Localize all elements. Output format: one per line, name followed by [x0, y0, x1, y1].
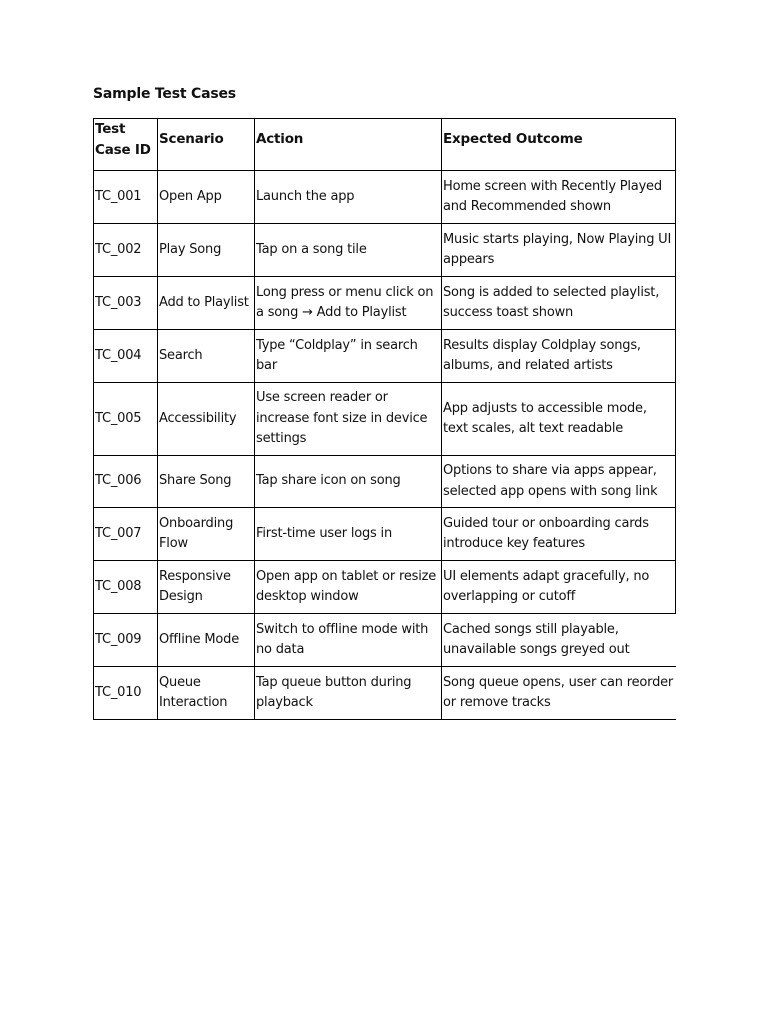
- cell-action: Tap on a song tile: [255, 224, 442, 277]
- cell-expected-outcome: Guided tour or onboarding cards introduce key features: [442, 508, 676, 561]
- cell-action: Use screen reader or increase font size in device settings: [255, 383, 442, 456]
- cell-action: Tap share icon on song: [255, 456, 442, 508]
- cell-action: Switch to offline mode with no data: [255, 614, 442, 667]
- cell-action: Type “Coldplay” in search bar: [255, 330, 442, 383]
- table-row: [94, 667, 676, 720]
- cell-scenario: Onboarding Flow: [158, 508, 255, 561]
- table-row: [94, 171, 676, 224]
- cell-scenario: Play Song: [158, 224, 255, 277]
- table-row: [94, 330, 676, 383]
- cell-expected-outcome: UI elements adapt gracefully, no overlapping or cutoff: [442, 561, 676, 614]
- cell-test-case-id: TC_006: [94, 456, 158, 508]
- table-row: [94, 561, 676, 614]
- cell-scenario: Share Song: [158, 456, 255, 508]
- cell-test-case-id: TC_009: [94, 614, 158, 667]
- cell-scenario: Open App: [158, 171, 255, 224]
- document-title: Sample Test Cases: [93, 86, 236, 102]
- table-row: [94, 224, 676, 277]
- cell-scenario: Offline Mode: [158, 614, 255, 667]
- cell-expected-outcome: Song queue opens, user can reorder or remove tracks: [442, 667, 676, 720]
- cell-action: First-time user logs in: [255, 508, 442, 561]
- cell-expected-outcome: Music starts playing, Now Playing UI appears: [442, 224, 676, 277]
- table-row: [94, 383, 676, 456]
- cell-scenario: Add to Playlist: [158, 277, 255, 330]
- header-expected-outcome: Expected Outcome: [442, 119, 676, 171]
- cell-test-case-id: TC_003: [94, 277, 158, 330]
- table-row: [94, 456, 676, 508]
- cell-expected-outcome: Song is added to selected playlist, success toast shown: [442, 277, 676, 330]
- cell-scenario: Accessibility: [158, 383, 255, 456]
- cell-scenario: Responsive Design: [158, 561, 255, 614]
- header-action: Action: [255, 119, 442, 171]
- cell-action: Tap queue button during playback: [255, 667, 442, 720]
- cell-test-case-id: TC_001: [94, 171, 158, 224]
- table-header-row: [94, 119, 676, 171]
- cell-expected-outcome: Results display Coldplay songs, albums, and related artists: [442, 330, 676, 383]
- cell-test-case-id: TC_008: [94, 561, 158, 614]
- cell-test-case-id: TC_005: [94, 383, 158, 456]
- cell-test-case-id: TC_007: [94, 508, 158, 561]
- cell-scenario: Queue Interaction: [158, 667, 255, 720]
- header-test-case-id: Test Case ID: [94, 119, 158, 171]
- cell-action: Long press or menu click on a song → Add to Playlist: [255, 277, 442, 330]
- table-row: [94, 614, 676, 667]
- table-row: [94, 508, 676, 561]
- cell-action: Open app on tablet or resize desktop window: [255, 561, 442, 614]
- cell-test-case-id: TC_004: [94, 330, 158, 383]
- cell-test-case-id: TC_002: [94, 224, 158, 277]
- cell-expected-outcome: Home screen with Recently Played and Recommended shown: [442, 171, 676, 224]
- cell-scenario: Search: [158, 330, 255, 383]
- cell-expected-outcome: Options to share via apps appear, selected app opens with song link: [442, 456, 676, 508]
- cell-expected-outcome: App adjusts to accessible mode, text scales, alt text readable: [442, 383, 676, 456]
- header-scenario: Scenario: [158, 119, 255, 171]
- cell-test-case-id: TC_010: [94, 667, 158, 720]
- table-row: [94, 277, 676, 330]
- cell-expected-outcome: Cached songs still playable, unavailable songs greyed out: [442, 614, 676, 667]
- test-cases-table: [93, 118, 676, 720]
- cell-action: Launch the app: [255, 171, 442, 224]
